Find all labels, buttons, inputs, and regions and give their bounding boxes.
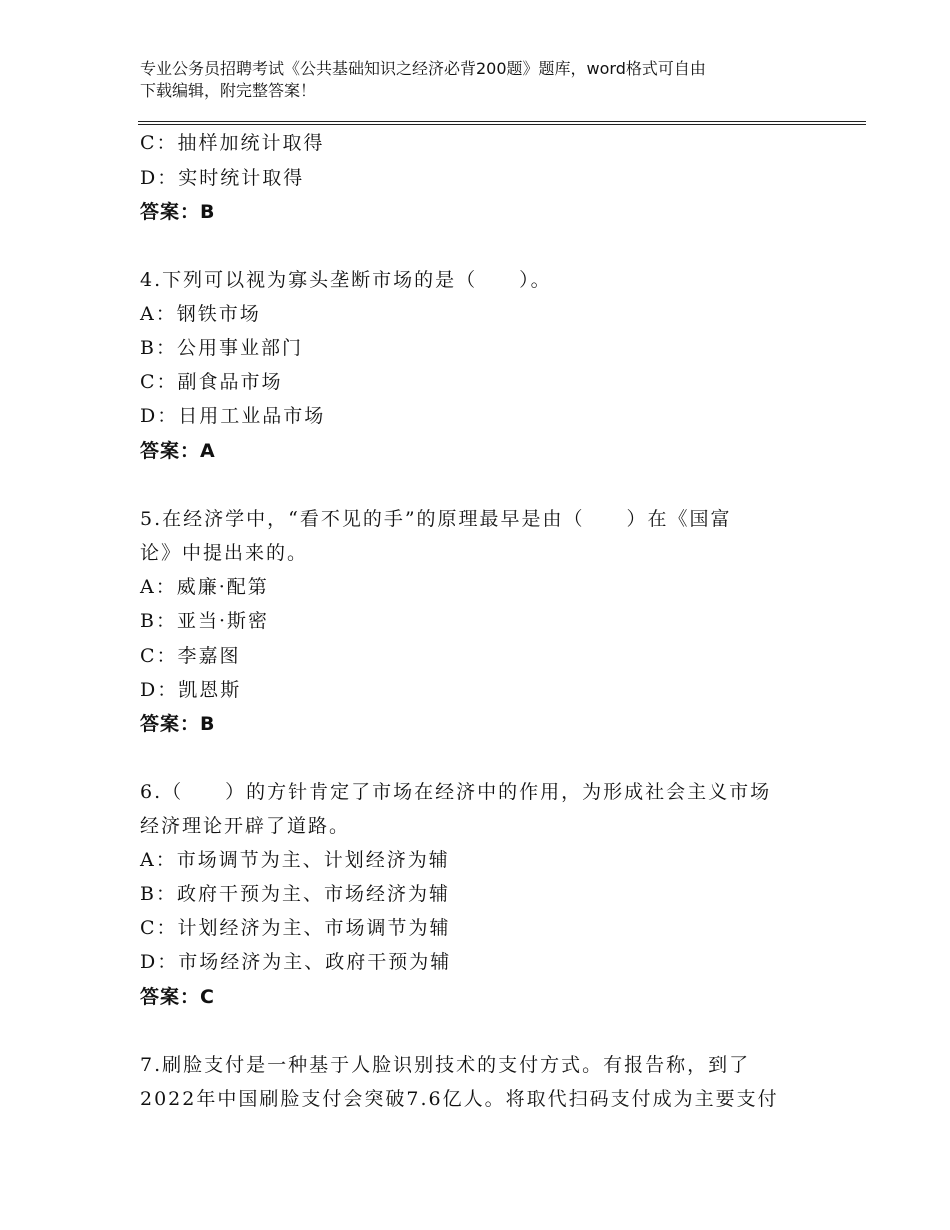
document-header (140, 58, 820, 102)
q6-stem-line-2: 经济理论开辟了道路。 (140, 815, 351, 837)
q5-option-b: B：亚当·斯密 (140, 610, 270, 632)
header-title-line-1: 专业公务员招聘考试《公共基础知识之经济必背200题》题库，word格式可自由 (140, 59, 706, 78)
q3-option-c: C：抽样加统计取得 (140, 132, 325, 154)
q4-stem: 4.下列可以视为寡头垄断市场的是（ ）。 (140, 269, 552, 291)
q4-option-d: D：日用工业品市场 (140, 405, 326, 427)
q7-stem-line-2: 2022年中国刷脸支付会突破7.6亿人。将取代扫码支付成为主要支付 (140, 1088, 779, 1110)
q6-stem-line-1: 6.（ ）的方针肯定了市场在经济中的作用，为形成社会主义市场 (140, 781, 772, 803)
q6-answer: 答案：C (140, 986, 215, 1008)
q5-option-c: C：李嘉图 (140, 645, 241, 667)
q5-answer: 答案：B (140, 713, 216, 735)
header-divider-bottom (138, 124, 866, 125)
q4-answer: 答案：A (140, 440, 216, 462)
q6-option-c: C：计划经济为主、市场调节为辅 (140, 917, 451, 939)
q3-option-d: D：实时统计取得 (140, 167, 305, 189)
header-title-line-2: 下载编辑，附完整答案！ (140, 81, 317, 100)
q6-option-b: B：政府干预为主、市场经济为辅 (140, 883, 450, 905)
q5-option-a: A：威廉·配第 (140, 576, 269, 598)
q5-stem-line-2: 论》中提出来的。 (140, 542, 309, 564)
q4-option-c: C：副食品市场 (140, 371, 283, 393)
q7-stem-line-1: 7.刷脸支付是一种基于人脸识别技术的支付方式。有报告称，到了 (140, 1054, 751, 1076)
q3-answer: 答案：B (140, 201, 216, 223)
q4-option-b: B：公用事业部门 (140, 337, 303, 359)
q6-option-a: A：市场调节为主、计划经济为辅 (140, 849, 450, 871)
q5-option-d: D：凯恩斯 (140, 679, 242, 701)
q4-option-a: A：钢铁市场 (140, 303, 261, 325)
q6-option-d: D：市场经济为主、政府干预为辅 (140, 951, 452, 973)
header-divider-top (138, 121, 866, 122)
q5-stem-line-1: 5.在经济学中，“看不见的手”的原理最早是由（ ）在《国富 (140, 508, 732, 530)
